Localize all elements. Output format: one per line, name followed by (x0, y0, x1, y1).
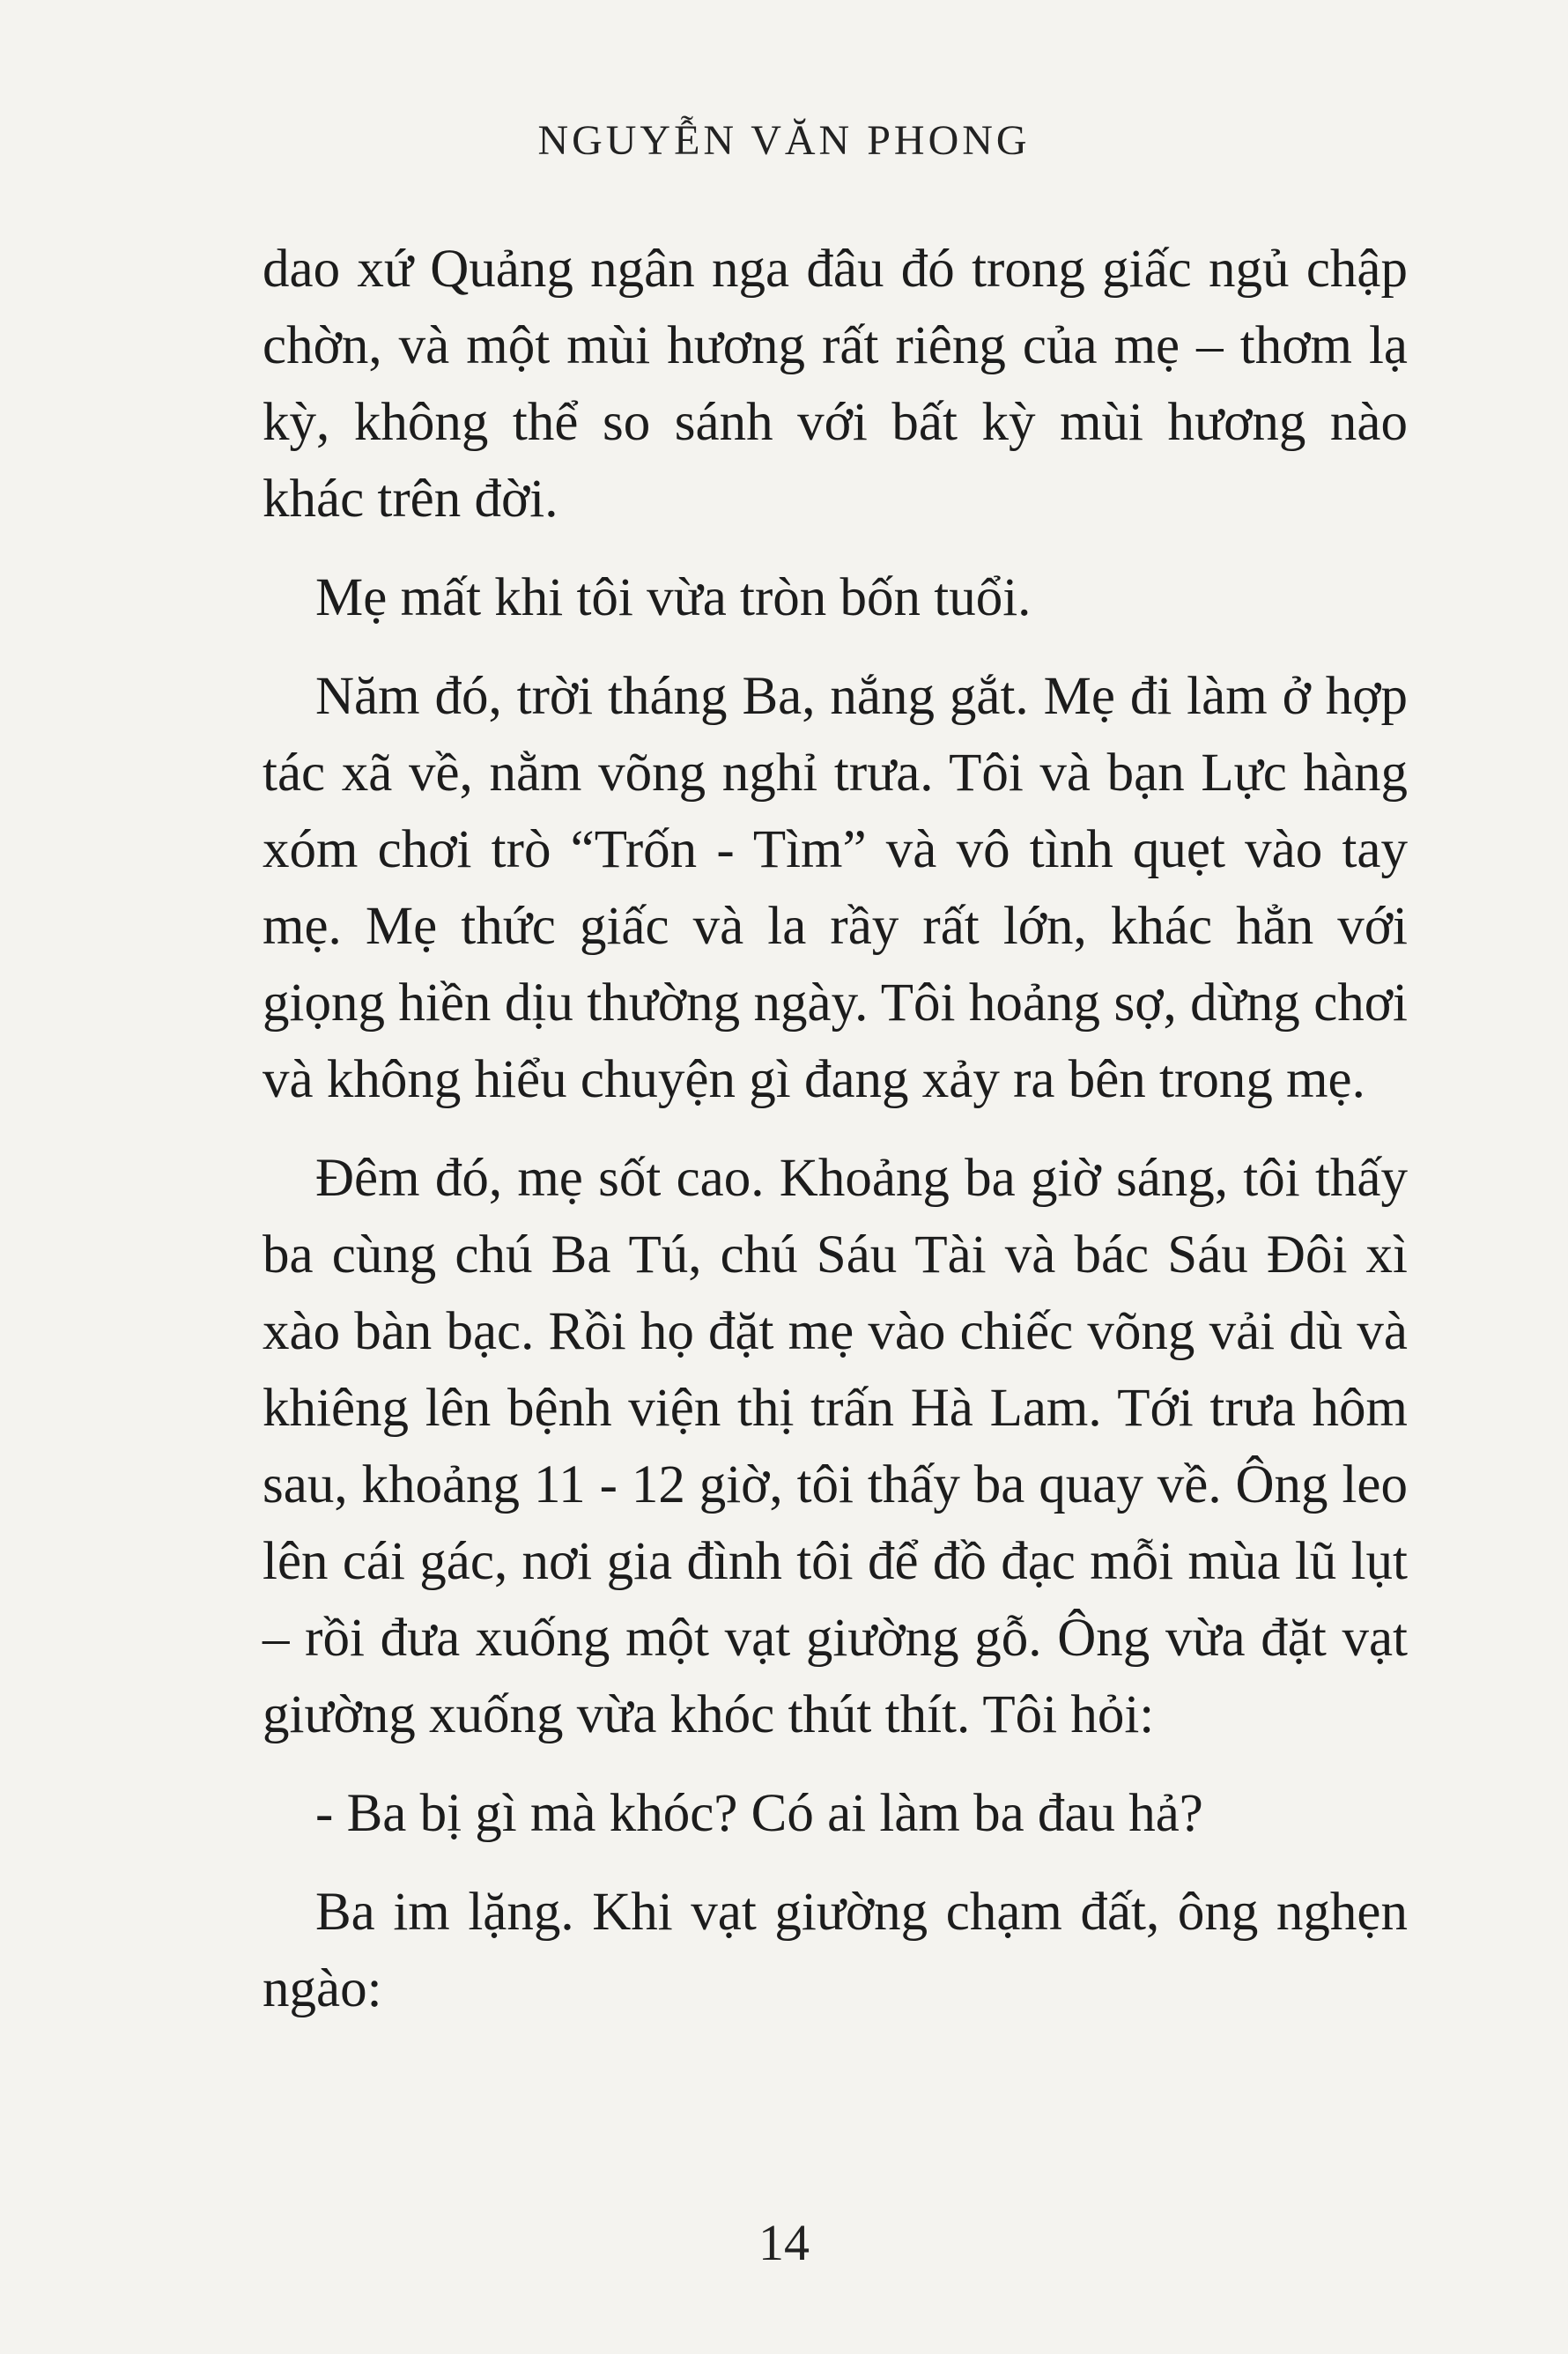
paragraph: Năm đó, trời tháng Ba, nắng gắt. Mẹ đi làm ở hợp tác xã về, nằm võng nghỉ trưa. Tôi và bạn Lực hàng xóm chơi trò “Trốn - Tìm” và vô tình quẹt vào tay mẹ. Mẹ thức giấc và la rầy rất lớn, khác hẳn với giọng hiền dịu thường ngày. Tôi hoảng sợ, dừng chơi và không hiểu chuyện gì đang xảy ra bên trong mẹ. (263, 667, 1408, 1109)
body-text (263, 231, 1408, 2049)
dialogue-line: - Ba bị gì mà khóc? Có ai làm ba đau hả? (315, 1784, 1203, 1843)
paragraph: Đêm đó, mẹ sốt cao. Khoảng ba giờ sáng, tôi thấy ba cùng chú Ba Tú, chú Sáu Tài và bác Sáu Đôi xì xào bàn bạc. Rồi họ đặt mẹ vào chiếc võng vải dù và khiêng lên bệnh viện thị trấn Hà Lam. Tới trưa hôm sau, khoảng 11 - 12 giờ, tôi thấy ba quay về. Ông leo lên cái gác, nơi gia đình tôi để đồ đạc mỗi mùa lũ lụt – rồi đưa xuống một vạt giường gỗ. Ông vừa đặt vạt giường xuống vừa khóc thút thít. Tôi hỏi: (263, 1149, 1408, 1744)
paragraph: Ba im lặng. Khi vạt giường chạm đất, ông nghẹn ngào: (263, 1883, 1408, 2018)
paragraph: dao xứ Quảng ngân nga đâu đó trong giấc ngủ chập chờn, và một mùi hương rất riêng của mẹ – thơm lạ kỳ, không thể so sánh với bất kỳ mùi hương nào khác trên đời. (263, 240, 1408, 529)
page-number: 14 (758, 2214, 810, 2271)
running-header-author: NGUYỄN VĂN PHONG (537, 117, 1031, 164)
paragraph: Mẹ mất khi tôi vừa tròn bốn tuổi. (315, 568, 1032, 627)
